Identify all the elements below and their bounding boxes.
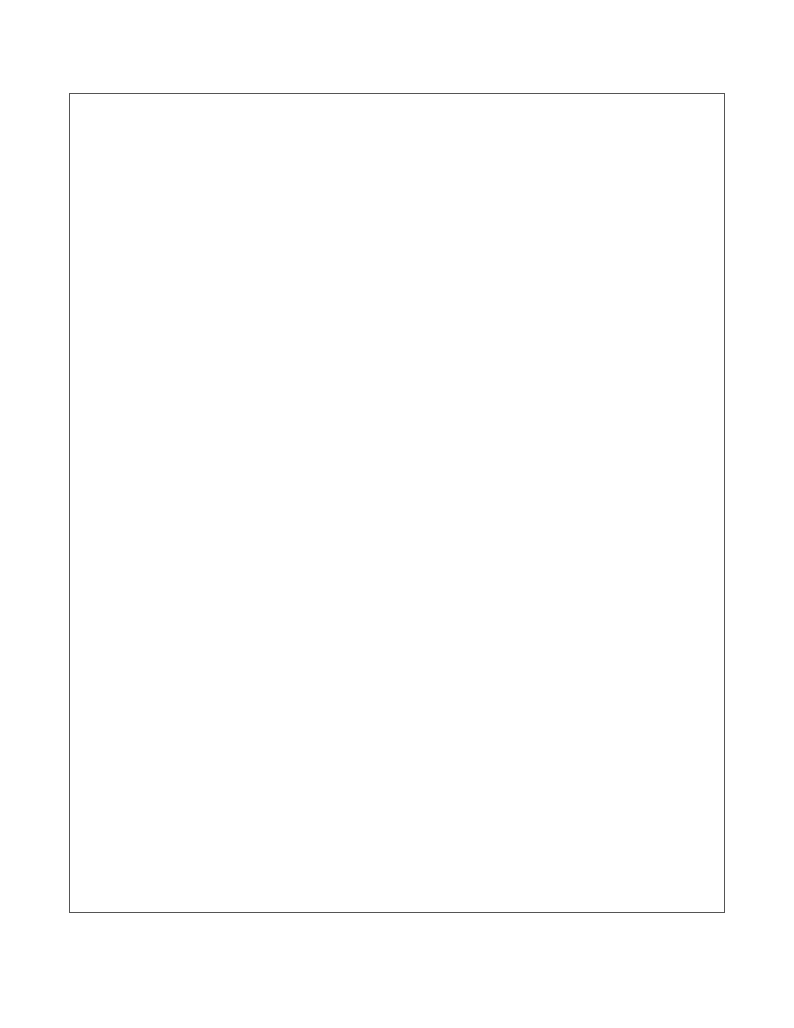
vocabulary-table xyxy=(69,93,725,913)
